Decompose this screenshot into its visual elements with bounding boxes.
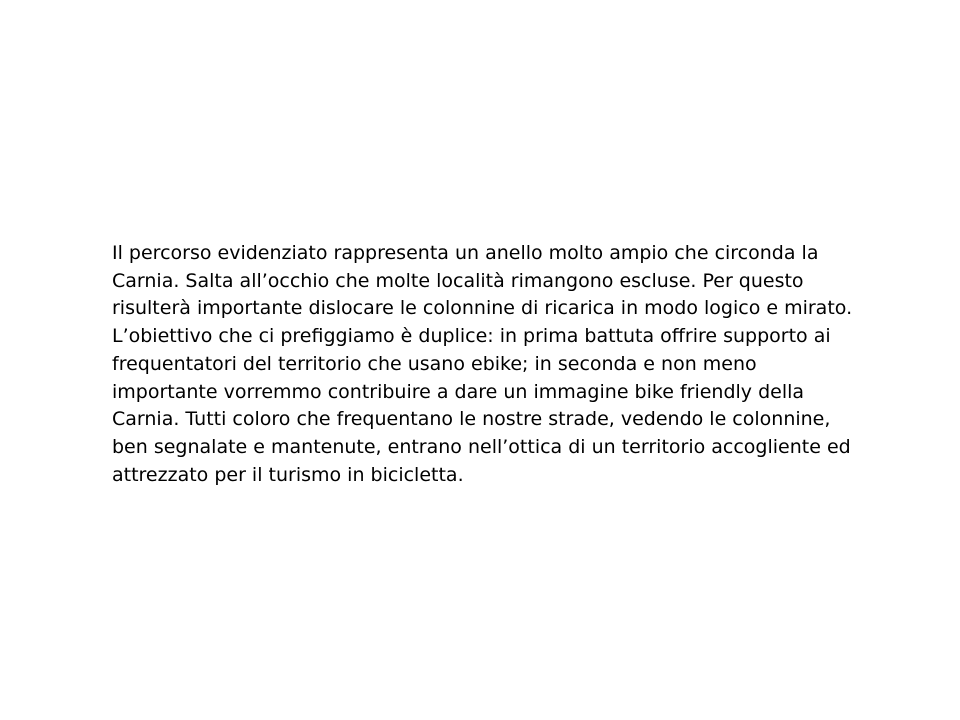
text-line-8: ben segnalate e mantenute, entrano nell’ottica di un territorio accogliente ed: [112, 435, 851, 458]
body-text: [112, 240, 892, 489]
text-line-9: attrezzato per il turismo in bicicletta.: [112, 463, 464, 486]
text-line-4: L’obiettivo che ci prefiggiamo è duplice: in prima battuta offrire supporto ai: [112, 325, 831, 348]
text-line-1: Il percorso evidenziato rappresenta un anello molto ampio che circonda la: [112, 242, 819, 264]
text-line-3: risulterà importante dislocare le colonnine di ricarica in modo logico e mirato.: [112, 297, 853, 320]
text-line-5: frequentatori del territorio che usano ebike; in seconda e non meno: [112, 352, 757, 375]
text-line-2: Carnia. Salta all’occhio che molte località rimangono escluse. Per questo: [112, 269, 804, 292]
text-line-6: importante vorremmo contribuire a dare un immagine bike friendly della: [112, 380, 805, 403]
text-line-7: Carnia. Tutti coloro che frequentano le nostre strade, vedendo le colonnine,: [112, 408, 831, 431]
